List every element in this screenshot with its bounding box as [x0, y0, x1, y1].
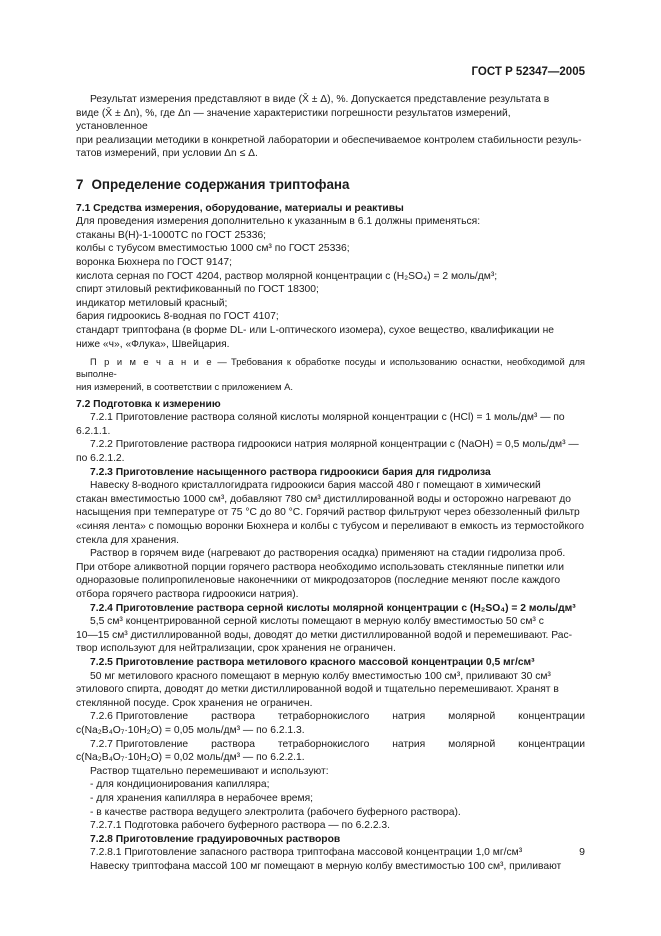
s726-word: раствора: [211, 711, 255, 723]
s726-line-1: [76, 710, 585, 724]
s71-line: стандарт триптофана (в форме DL- или L-оптического изомера), сухое вещество, квалификации не: [76, 324, 555, 336]
s722-line-1: 7.2.2 Приготовление раствора гидроокиси натрия молярной концентрации c (NaOH) = 0,5 моль/дм³ —: [90, 439, 579, 451]
s71-line: бария гидроокись 8-водная по ГОСТ 4107;: [76, 311, 279, 323]
intro-line-1: Результат измерения представляют в виде (X̄ ± Δ), %. Допускается представление результата в: [90, 94, 550, 105]
s725-line: 50 мг метилового красного помещают в мерную колбу вместимостью 100 см³, приливают 30 см³: [90, 670, 551, 682]
s725-line: этилового спирта, доводят до метки дистиллированной водой и тщательно перемешивают. Хранят в: [76, 684, 559, 696]
note-block: [76, 356, 585, 393]
usage-item: - для хранения капилляра в нерабочее время;: [90, 792, 314, 804]
s723-line: При отборе аликвотной порции горячего раствора необходимо использовать стеклянные пипетки или: [76, 561, 564, 573]
s727-word: молярной: [448, 738, 496, 750]
intro-line-3: при реализации методики в конкретной лаборатории и обеспечиваемое контролем стабильности резуль-: [76, 134, 582, 146]
note-label: П р и м е ч а н и е: [90, 356, 214, 368]
s727-line-1: [76, 738, 585, 752]
s726-line-2: c(Na₂B₄O₇·10H₂O) = 0,05 моль/дм³ — по 6.2.1.3.: [76, 724, 305, 736]
s726-word: тетраборнокислого: [277, 711, 370, 723]
subsection-7-2-heading: 7.2 Подготовка к измерению: [76, 398, 221, 410]
section-number: 7: [76, 176, 84, 192]
s727-usage-intro: Раствор тщательно перемешивают и используют:: [90, 765, 329, 777]
usage-item: - в качестве раствора ведущего электролита (рабочего буферного раствора).: [90, 806, 461, 818]
page-number: 9: [579, 846, 585, 858]
s722-line-2: по 6.2.1.2.: [76, 453, 125, 465]
s726-word: 7.2.6 Приготовление: [90, 711, 189, 723]
s723-line: стакан вместимостью 1000 см³, добавляют 780 см³ дистиллированной воды и осторожно нагревают до: [76, 493, 571, 505]
s7271-line: 7.2.7.1 Подготовка рабочего буферного раствора — по 6.2.2.3.: [90, 820, 391, 832]
s724-line: 10—15 см³ дистиллированной воды, доводят до метки дистиллированной водой и перемешивают. Рас-: [76, 629, 573, 641]
s727-word: раствора: [211, 738, 255, 750]
s724-line: 5,5 см³ концентрированной серной кислоты помещают в мерную колбу вместимостью 50 см³ с: [90, 616, 544, 628]
section-title: Определение содержания триптофана: [91, 176, 350, 192]
s727-word: натрия: [392, 738, 426, 750]
intro-line-4: татов измерений, при условии Δn ≤ Δ.: [76, 148, 258, 160]
s725-line: стеклянной посуде. Срок хранения не ограничен.: [76, 697, 313, 709]
s721-line-2: 6.2.1.1.: [76, 425, 111, 437]
s726-word: натрия: [392, 711, 426, 723]
note-text-2: ния измерений, в соответствии с приложением А.: [76, 380, 294, 392]
section-7-heading: [76, 178, 585, 192]
s71-line: колбы с тубусом вместимостью 1000 см³ по ГОСТ 25336;: [76, 243, 350, 255]
s727-word: 7.2.7 Приготовление: [90, 738, 189, 750]
subsection-7-2-3-heading: 7.2.3 Приготовление насыщенного раствора гидроокиси бария для гидролиза: [90, 466, 491, 478]
usage-item: - для кондиционирования капилляра;: [90, 779, 270, 791]
s723-line: Навеску 8-водного кристаллогидрата гидроокиси бария массой 480 г помещают в химический: [90, 480, 541, 492]
s723-line: отбора горячего раствора гидроокиси натрия).: [76, 589, 299, 601]
s726-word: концентрации: [518, 711, 585, 723]
standard-code: ГОСТ Р 52347—2005: [471, 66, 585, 78]
s71-line: Для проведения измерения дополнительно к указанным в 6.1 должны применяться:: [76, 216, 481, 228]
s723-line: насыщения при температуре от 75 °С до 80 °С. Горячий раствор фильтруют через обеззоленный фильтр: [76, 507, 580, 519]
s727-word: тетраборнокислого: [277, 738, 370, 750]
s7281-body-line: Навеску триптофана массой 100 мг помещают в мерную колбу вместимостью 100 см³, приливают: [90, 860, 562, 872]
s726-word: молярной: [448, 711, 496, 723]
s724-line: твор используют для нейтрализации, срок хранения не ограничен.: [76, 643, 396, 655]
s71-line: воронка Бюхнера по ГОСТ 9147;: [76, 256, 232, 268]
subsection-7-2-4-heading: 7.2.4 Приготовление раствора серной кислоты молярной концентрации c (H₂SO₄) = 2 моль/дм³: [90, 602, 576, 614]
s723-line: Раствор в горячем виде (нагревают до растворения осадка) применяют на стадии гидролиза проб.: [90, 548, 566, 560]
subsection-7-2-8-heading: 7.2.8 Приготовление градуировочных растворов: [90, 833, 341, 845]
s7281-line: 7.2.8.1 Приготовление запасного раствора триптофана массовой концентрации 1,0 мг/см³: [90, 847, 523, 859]
document-body: [76, 93, 585, 873]
s723-line: одноразовые полипропиленовые наконечники от микродозаторов (последние меняют после каждого: [76, 575, 561, 587]
s727-line-2: c(Na₂B₄O₇·10H₂O) = 0,02 моль/дм³ — по 6.2.2.1.: [76, 752, 305, 764]
s71-line: индикатор метиловый красный;: [76, 297, 228, 309]
s71-line: стаканы В(Н)-1-1000ТС по ГОСТ 25336;: [76, 229, 267, 241]
subsection-7-1-heading: 7.1 Средства измерения, оборудование, материалы и реактивы: [76, 202, 404, 214]
intro-line-2: виде (X̄ ± Δn), %, где Δn — значение характеристики погрешности результатов измерений, установленное: [76, 107, 511, 133]
s721-line-1: 7.2.1 Приготовление раствора соляной кислоты молярной концентрации c (HCl) = 1 моль/дм³ — по: [90, 412, 565, 424]
note-text: — Требования к обработке посуды и использованию оснастки, необходимой для выполне-: [76, 356, 585, 380]
subsection-7-2-5-heading: 7.2.5 Приготовление раствора метилового красного массовой концентрации 0,5 мг/см³: [90, 656, 535, 668]
s723-line: «синяя лента» с помощью воронки Бюхнера и колбы с тубусом и переливают в емкость из термостойкого: [76, 521, 584, 533]
s71-line: спирт этиловый ректификованный по ГОСТ 18300;: [76, 284, 319, 296]
s71-line: кислота серная по ГОСТ 4204, раствор молярной концентрации c (H₂SO₄) = 2 моль/дм³;: [76, 270, 498, 282]
s71-line: ниже «ч», «Флука», Швейцария.: [76, 338, 230, 350]
s723-line: стекла для хранения.: [76, 534, 180, 546]
s727-word: концентрации: [518, 738, 585, 750]
